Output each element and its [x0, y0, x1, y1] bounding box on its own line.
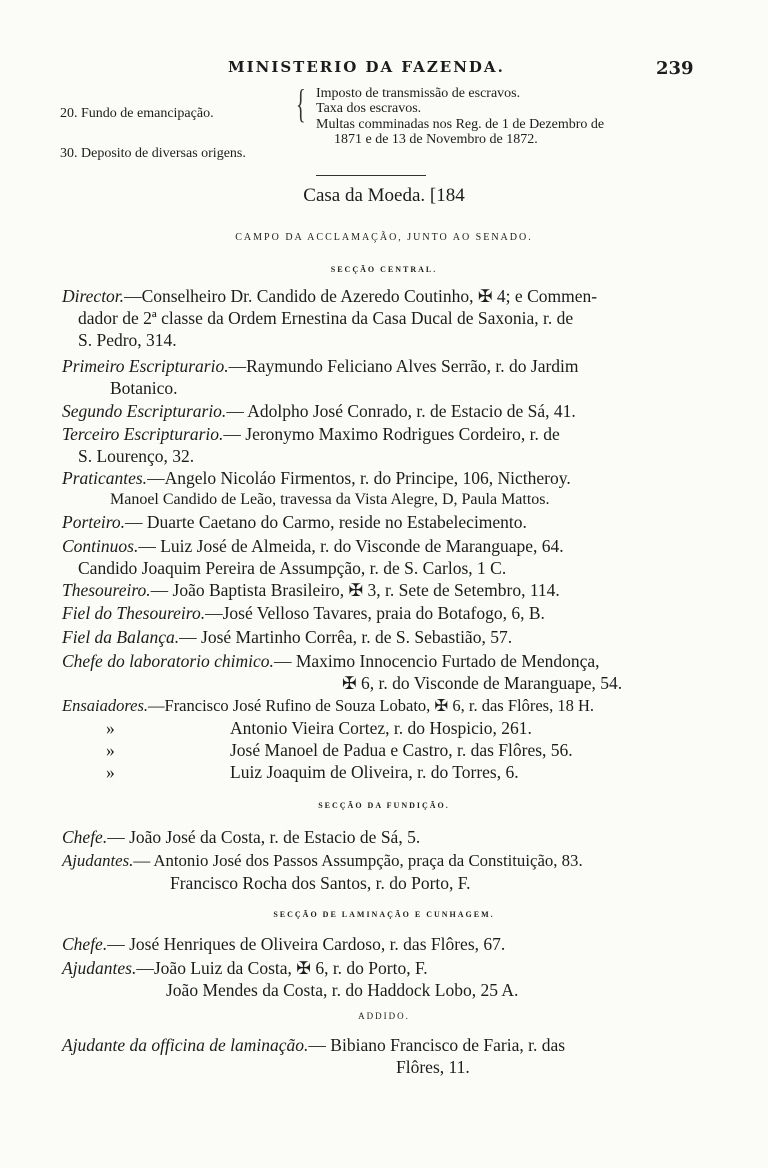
running-header: MINISTERIO DA FAZENDA.	[228, 58, 505, 76]
section-title	[0, 185, 768, 207]
entry-laminacao-ajudantes: Ajudantes.—João Luiz da Costa, ✠ 6, r. do Porto, F. João Mendes da Costa, r. do Haddock Lobo, 25 A.	[62, 958, 519, 1000]
subsection-central: SECÇÃO CENTRAL.	[330, 265, 438, 274]
ditto-row: » Luiz Joaquim de Oliveira, r. do Torres, 6.	[106, 762, 519, 782]
entry-segundo-escripturario: Segundo Escripturario.— Adolpho José Conrado, r. de Estacio de Sá, 41.	[62, 401, 576, 421]
entry-chefe-laboratorio: Chefe do laboratorio chimico.— Maximo Innocencio Furtado de Mendonça, ✠ 6, r. do Visconde de Maranguape, 54.	[62, 651, 623, 693]
page-number: 239	[656, 58, 694, 79]
ditto-row: » Antonio Vieira Cortez, r. do Hospicio, 261.	[106, 718, 532, 738]
entry-ensaiadores: Ensaiadores.—Francisco José Rufino de Souza Lobato, ✠ 6, r. das Flôres, 18 H. » Antonio Vieira Cortez, r. do Hospicio, 261. » José Manoel de Padua e Castro, r. das Flôres, 56. » Luiz Joaquim de Oliveira, r. do Torres, 6.	[62, 695, 712, 783]
entry-thesoureiro: Thesoureiro.— João Baptista Brasileiro, ✠ 3, r. Sete de Setembro, 114.	[62, 580, 560, 600]
fund-20: 20. Fundo de emancipação.	[60, 106, 214, 121]
divider	[316, 175, 426, 176]
fund-item: Imposto de transmissão de escravos.	[316, 86, 521, 101]
entry-praticantes: Praticantes.—Angelo Nicoláo Firmentos, r. do Principe, 106, Nictheroy. Manoel Candido de Leão, travessa da Vista Alegre, D, Paula Mattos.	[62, 468, 571, 508]
entry-fundicao-ajudantes: Ajudantes.— Antonio José dos Passos Assumpção, praça da Constituição, 83. Francisco Rocha dos Santos, r. do Porto, F.	[62, 851, 583, 893]
entry-fiel-balanca: Fiel da Balança.— José Martinho Corrêa, r. de S. Sebastião, 57.	[62, 627, 513, 647]
fund-item: 1871 e de 13 de Novembro de 1872.	[334, 132, 538, 147]
entry-laminacao-chefe: Chefe.— José Henriques de Oliveira Cardoso, r. das Flôres, 67.	[62, 934, 506, 954]
fund-30: 30. Deposito de diversas origens.	[60, 146, 246, 161]
entry-fundicao-chefe: Chefe.— João José da Costa, r. de Estacio de Sá, 5.	[62, 827, 421, 847]
subsection-addido: ADDIDO.	[358, 1011, 410, 1021]
location-line: CAMPO DA ACCLAMAÇÃO, JUNTO AO SENADO.	[235, 232, 533, 243]
entry-primeiro-escripturario: Primeiro Escripturario.—Raymundo Feliciano Alves Serrão, r. do Jardim Botanico.	[62, 356, 579, 398]
brace-icon: {	[296, 81, 306, 126]
entry-porteiro: Porteiro.— Duarte Caetano do Carmo, reside no Estabelecimento.	[62, 512, 527, 532]
fund-item: Taxa dos escravos.	[316, 101, 422, 116]
subsection-laminacao: SECÇÃO DE LAMINAÇÃO E CUNHAGEM.	[273, 910, 495, 919]
entry-fiel-thesoureiro: Fiel do Thesoureiro.—José Velloso Tavares, praia do Botafogo, 6, B.	[62, 603, 545, 623]
subsection-fundicao: SECÇÃO DA FUNDIÇÃO.	[318, 801, 450, 810]
fund-item: Multas comminadas nos Reg. de 1 de Dezembro de	[316, 117, 605, 132]
entry-director: Director.—Conselheiro Dr. Candido de Azeredo Coutinho, ✠ 4; e Commen- dador de 2ª classe da Ordem Ernestina da Casa Ducal de Saxonia, r. de S. Pedro, 314.	[62, 286, 598, 350]
entry-terceiro-escripturario: Terceiro Escripturario.— Jeronymo Maximo Rodrigues Cordeiro, r. de S. Lourenço, 32.	[62, 424, 560, 466]
section-name: Casa da Moeda.	[303, 185, 426, 206]
entry-continuos: Continuos.— Luiz José de Almeida, r. do Visconde de Maranguape, 64. Candido Joaquim Pereira de Assumpção, r. de S. Carlos, 1 C.	[62, 536, 564, 578]
entry-addido: Ajudante da officina de laminação.— Bibiano Francisco de Faria, r. das Flôres, 11.	[62, 1035, 566, 1077]
ditto-row: » José Manoel de Padua e Castro, r. das Flôres, 56.	[106, 740, 573, 760]
section-ref: [184	[429, 185, 465, 206]
